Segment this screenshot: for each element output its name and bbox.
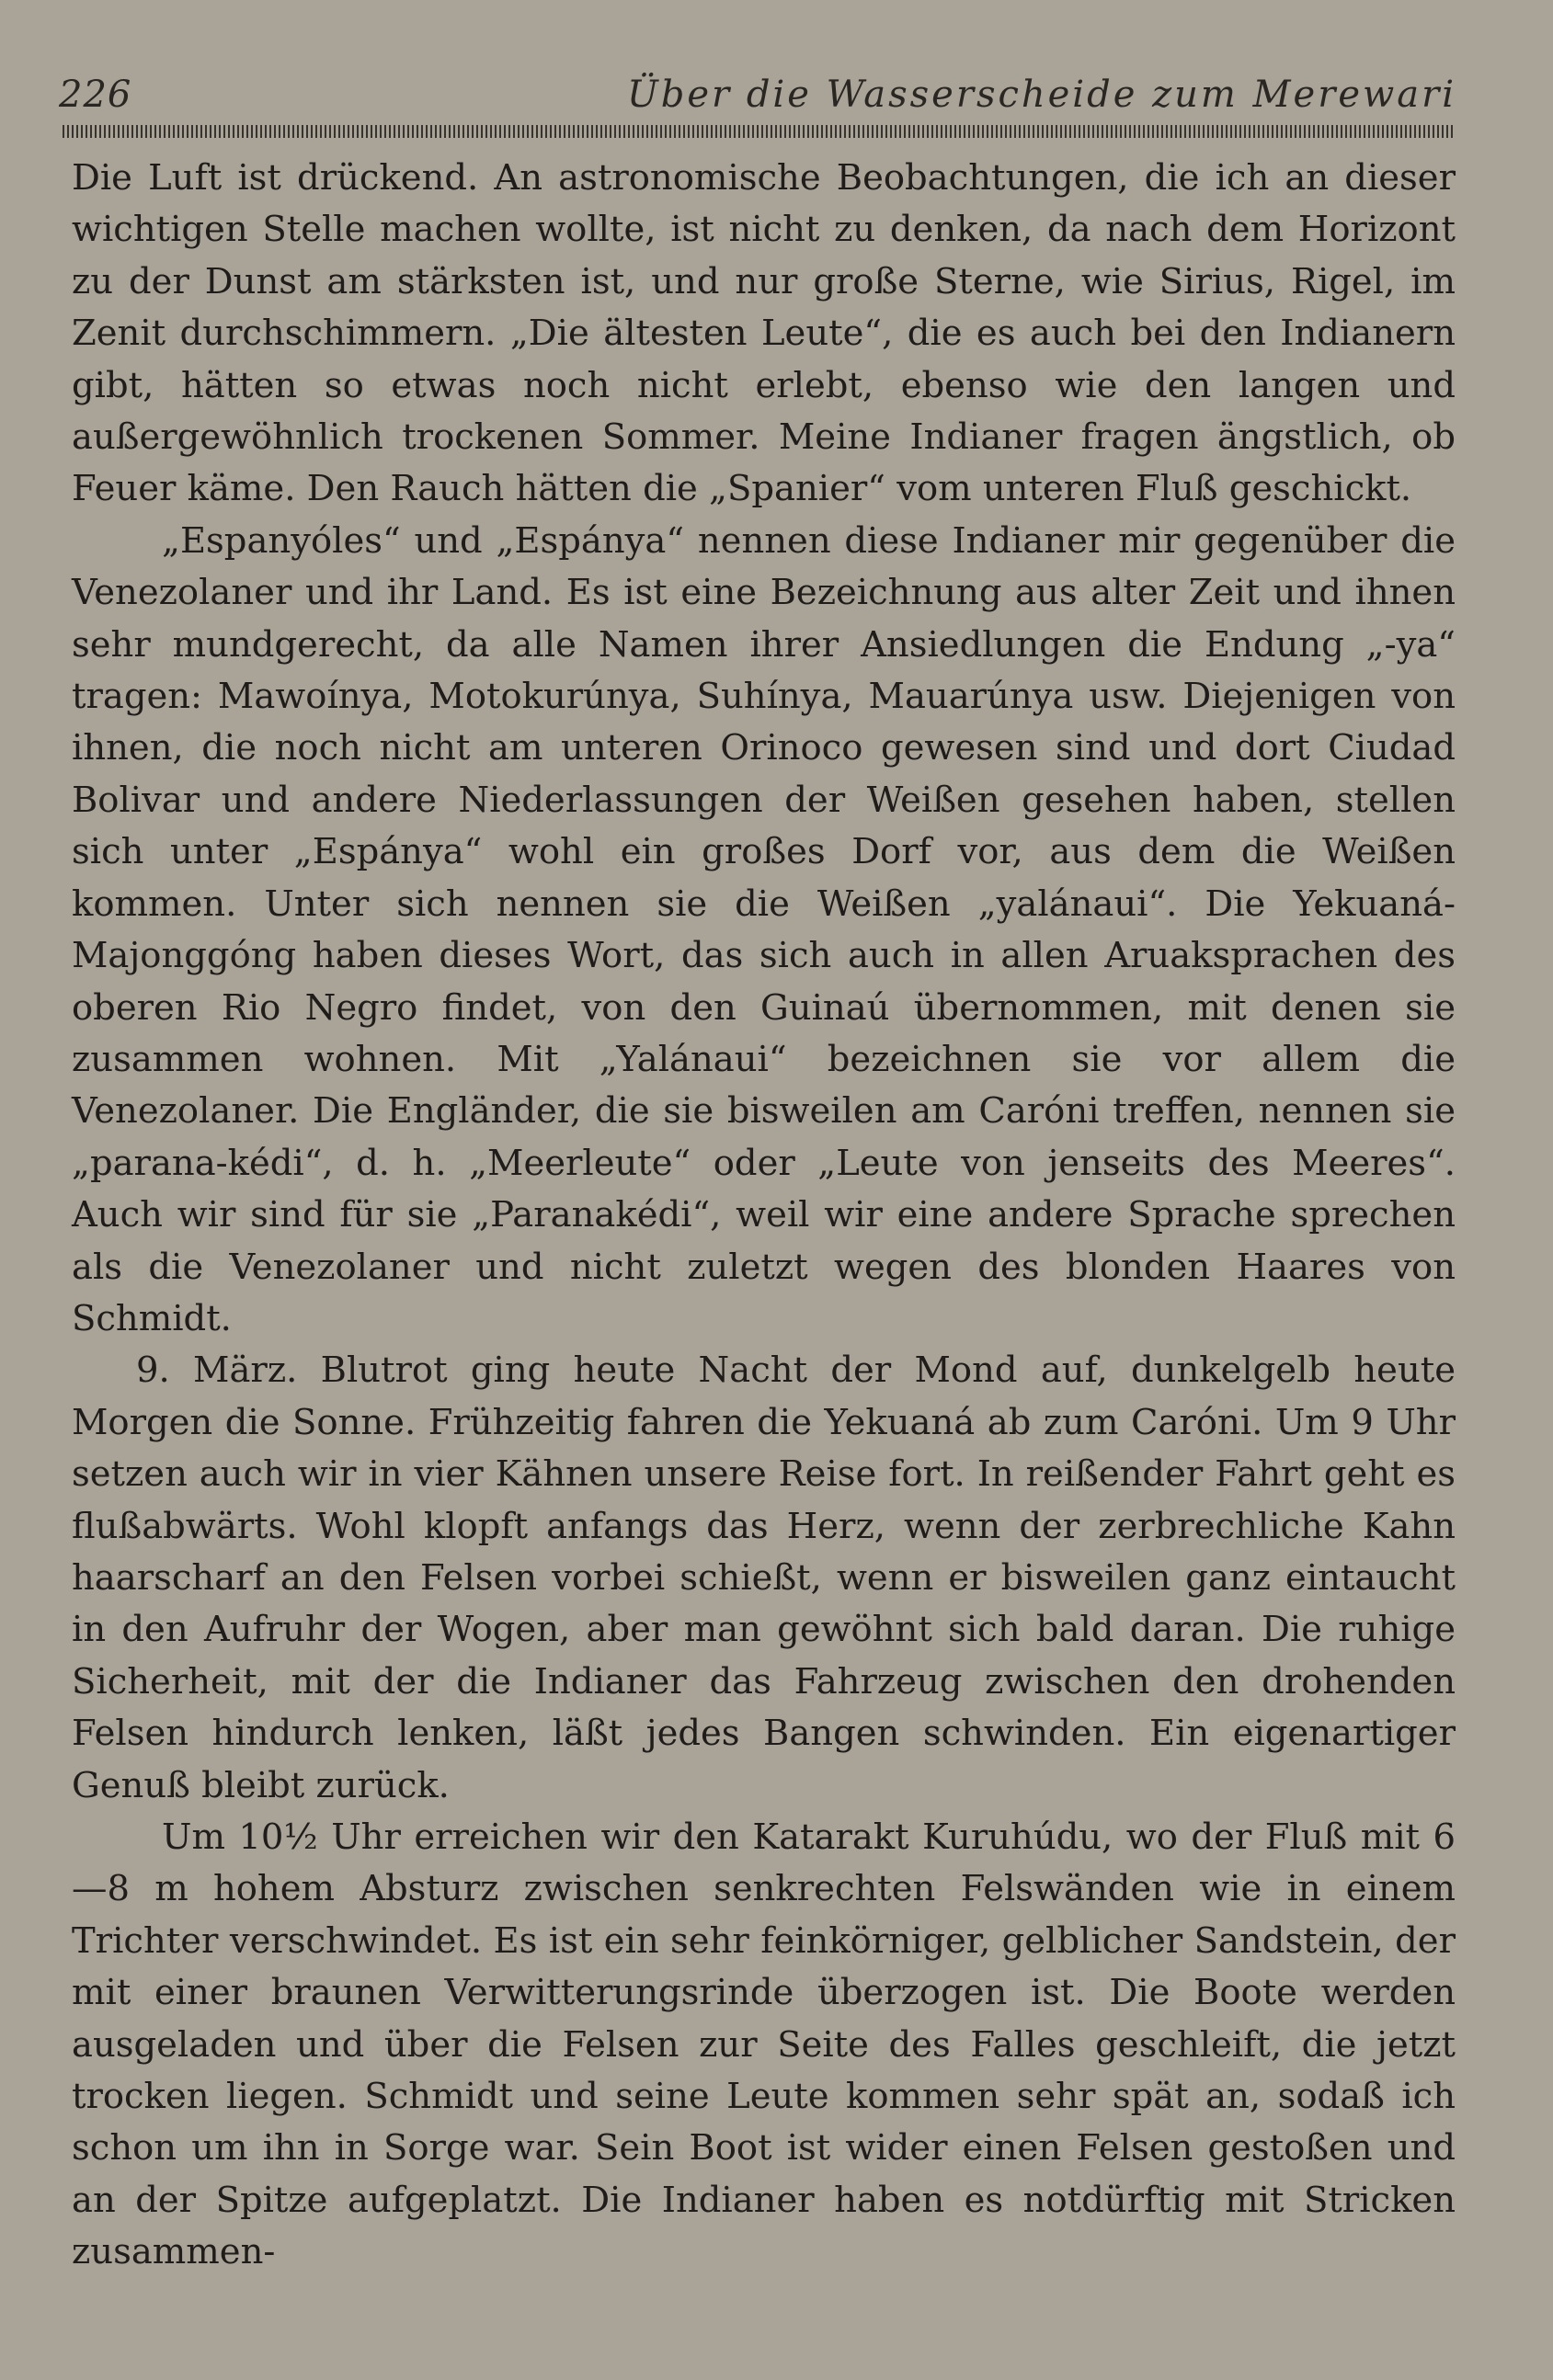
paragraph-4: Um 10½ Uhr erreichen wir den Katarakt Kuruhúdu, wo der Fluß mit 6—8 m hohem Absturz zwischen senkrechten Felswänden wie in einem Trichter verschwindet. Es ist ein sehr feinkörniger, gelblicher Sandstein, der mit einer braunen Verwitterungsrinde überzogen ist. Die Boote werden ausgeladen und über die Felsen zur Seite des Falles geschleift, die jetzt trocken liegen. Schmidt und seine Leute kommen sehr spät an, sodaß ich schon um ihn in Sorge war. Sein Boot ist wider einen Felsen gestoßen und an der Spitze aufgeplatzt. Die Indianer haben es notdürftig mit Stricken zusammen- xyxy=(72,1816,1456,2273)
paragraph-3: 9. März. Blutrot ging heute Nacht der Mond auf, dunkelgelb heute Morgen die Sonne. Frühzeitig fahren die Yekuaná ab zum Caróni. Um 9 Uhr setzen auch wir in vier Kähnen unsere Reise fort. In reißender Fahrt geht es flußabwärts. Wohl klopft anfangs das Herz, wenn der zerbrechliche Kahn haarscharf an den Felsen vorbei schießt, wenn er bisweilen ganz eintaucht in den Aufruhr der Wogen, aber man gewöhnt sich bald daran. Die ruhige Sicherheit, mit der die Indianer das Fahrzeug zwischen den drohenden Felsen hindurch lenken, läßt jedes Bangen schwinden. Ein eigenartiger Genuß bleibt zurück. xyxy=(72,1349,1456,1806)
header-rule xyxy=(63,125,1456,138)
running-title: Über die Wasserscheide zum Merewari xyxy=(627,74,1456,116)
page-number: 226 xyxy=(59,74,132,116)
page-header xyxy=(59,74,1456,129)
paragraph-1: Die Luft ist drückend. An astronomische Beobachtungen, die ich an dieser wichtigen Stelle machen wollte, ist nicht zu denken, da nach dem Horizont zu der Dunst am stärksten ist, und nur große Sterne, wie Sirius, Rigel, im Zenit durchschimmern. „Die ältesten Leute“, die es auch bei den Indianern gibt, hätten so etwas noch nicht erlebt, ebenso wie den langen und außergewöhnlich trockenen Sommer. Meine Indianer fragen ängstlich, ob Feuer käme. Den Rauch hätten die „Spanier“ vom unteren Fluß geschickt. xyxy=(72,157,1456,510)
body-text xyxy=(72,153,1456,2279)
paragraph-2: „Espanyóles“ und „Espánya“ nennen diese Indianer mir gegenüber die Venezolaner und ihr Land. Es ist eine Bezeichnung aus alter Zeit und ihnen sehr mundgerecht, da alle Namen ihrer Ansiedlungen die Endung „-ya“ tragen: Mawoínya, Motokurúnya, Suhínya, Mauarúnya usw. Diejenigen von ihnen, die noch nicht am unteren Orinoco gewesen sind und dort Ciudad Bolivar und andere Niederlassungen der Weißen gesehen haben, stellen sich unter „Espánya“ wohl ein großes Dorf vor, aus dem die Weißen kommen. Unter sich nennen sie die Weißen „yalánaui“. Die Yekuaná-Majonggóng haben dieses Wort, das sich auch in allen Aruaksprachen des oberen Rio Negro findet, von den Guinaú übernommen, mit denen sie zusammen wohnen. Mit „Yalánaui“ bezeichnen sie vor allem die Venezolaner. Die Engländer, die sie bisweilen am Caróni treffen, nennen sie „parana-kédi“, d. h. „Meerleute“ oder „Leute von jenseits des Meeres“. Auch wir sind für sie „Paranakédi“, weil wir eine andere Sprache sprechen als die Venezolaner und nicht zuletzt wegen des blonden Haares von Schmidt. xyxy=(72,519,1456,1339)
